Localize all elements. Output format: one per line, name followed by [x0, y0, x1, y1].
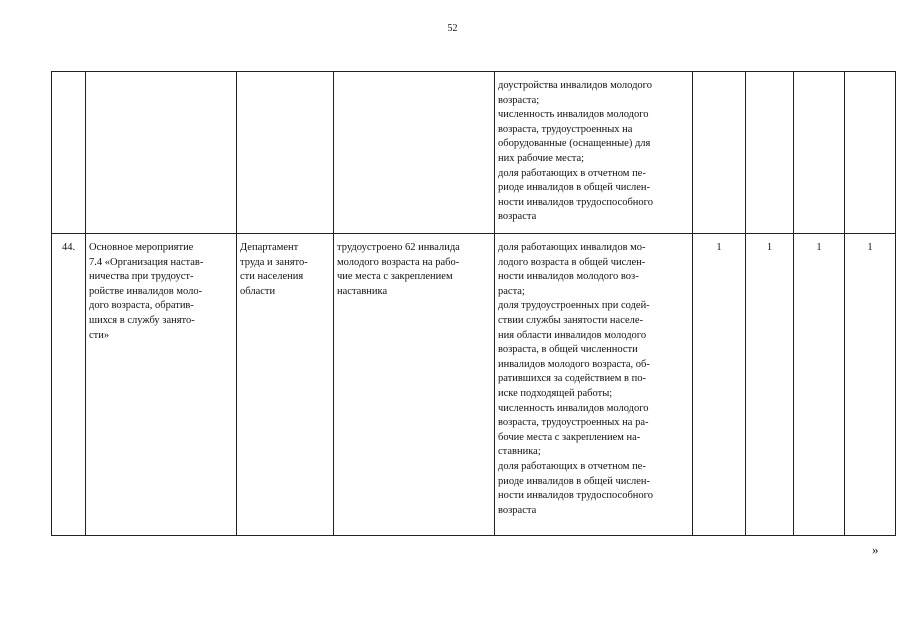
- indicator-line: инвалидов молодого возраста, об-: [498, 358, 650, 370]
- indicator-line: доля трудоустроенных при содей-: [498, 300, 650, 312]
- value-cell: 1: [845, 234, 896, 536]
- measure-line: сти»: [89, 329, 110, 341]
- row-number: 44.: [52, 234, 86, 536]
- indicator-line: численность инвалидов молодого: [498, 109, 649, 121]
- cont-value-cell: [845, 72, 896, 234]
- continuation-row: [52, 72, 896, 234]
- value-cell: 1: [693, 234, 746, 536]
- measure-line: шихся в службу занято-: [89, 314, 195, 326]
- indicator-line: возраста, в общей численности: [498, 344, 638, 356]
- indicator-line: ратившихся за содействием в по-: [498, 373, 646, 385]
- cont-value-cell: [693, 72, 746, 234]
- indicator-line: риоде инвалидов в общей числен-: [498, 475, 651, 487]
- indicator-line: ности инвалидов трудоспособного: [498, 490, 653, 502]
- cont-executor-cell: [237, 72, 334, 234]
- measure-line: ройстве инвалидов моло-: [89, 285, 203, 297]
- measure-line: дого возраста, обратив-: [89, 300, 194, 312]
- value-cell: 1: [746, 234, 794, 536]
- cont-indicators-cell: [495, 72, 693, 234]
- executor-line: Департамент: [240, 242, 299, 253]
- indicator-line: бочие места с закреплением на-: [498, 431, 641, 443]
- indicator-line: иске подходящей работы;: [498, 387, 613, 399]
- indicators-cell: [495, 234, 693, 536]
- indicator-line: оборудованные (оснащенные) для: [498, 138, 651, 150]
- page-number: 52: [447, 23, 458, 34]
- executor-line: области: [240, 285, 276, 297]
- indicator-line: них рабочие места;: [498, 152, 585, 164]
- indicator-line: возраста, трудоустроенных на ра-: [498, 417, 649, 429]
- cont-value-cell: [746, 72, 794, 234]
- cont-measure-cell: [86, 72, 237, 234]
- measure-line: ничества при трудоуст-: [89, 271, 194, 283]
- result-line: молодого возраста на рабо-: [337, 256, 460, 268]
- cont-result-cell: [334, 72, 495, 234]
- indicator-line: возраста: [498, 211, 537, 223]
- indicator-line: лодого возраста в общей числен-: [498, 256, 646, 268]
- cont-number-cell: [52, 72, 86, 234]
- indicator-line: ности инвалидов молодого воз-: [498, 271, 639, 283]
- measure-line: Основное мероприятие: [89, 242, 194, 253]
- measure-line: 7.4 «Организация настав-: [89, 256, 204, 268]
- result-line: трудоустроено 62 инвалида: [337, 242, 460, 253]
- executor-line: труда и занято-: [240, 256, 308, 268]
- indicator-line: доля работающих в отчетном пе-: [498, 167, 646, 179]
- closing-quote: »: [872, 542, 879, 557]
- measure-cell: [86, 234, 237, 536]
- indicator-line: возраста;: [498, 94, 540, 106]
- indicator-line: риоде инвалидов в общей числен-: [498, 182, 651, 194]
- indicator-line: ставника;: [498, 446, 541, 458]
- cont-value-cell: [794, 72, 845, 234]
- table-row-44: [52, 234, 896, 536]
- result-cell: [334, 234, 495, 536]
- indicator-line: ности инвалидов трудоспособного: [498, 196, 653, 208]
- result-line: чие места с закреплением: [337, 271, 453, 283]
- executor-line: сти населения: [240, 271, 304, 283]
- indicator-line: возраста: [498, 504, 537, 516]
- indicator-line: ствии службы занятости населе-: [498, 314, 644, 326]
- indicator-line: доустройства инвалидов молодого: [498, 80, 652, 91]
- result-line: наставника: [337, 285, 388, 297]
- measures-table: [51, 71, 896, 536]
- indicator-line: доля работающих в отчетном пе-: [498, 460, 646, 472]
- indicator-line: ния области инвалидов молодого: [498, 329, 647, 341]
- value-cell: 1: [794, 234, 845, 536]
- indicator-line: численность инвалидов молодого: [498, 402, 649, 414]
- indicator-line: доля работающих инвалидов мо-: [498, 242, 646, 253]
- indicator-line: раста;: [498, 285, 525, 297]
- executor-cell: [237, 234, 334, 536]
- indicator-line: возраста, трудоустроенных на: [498, 123, 633, 135]
